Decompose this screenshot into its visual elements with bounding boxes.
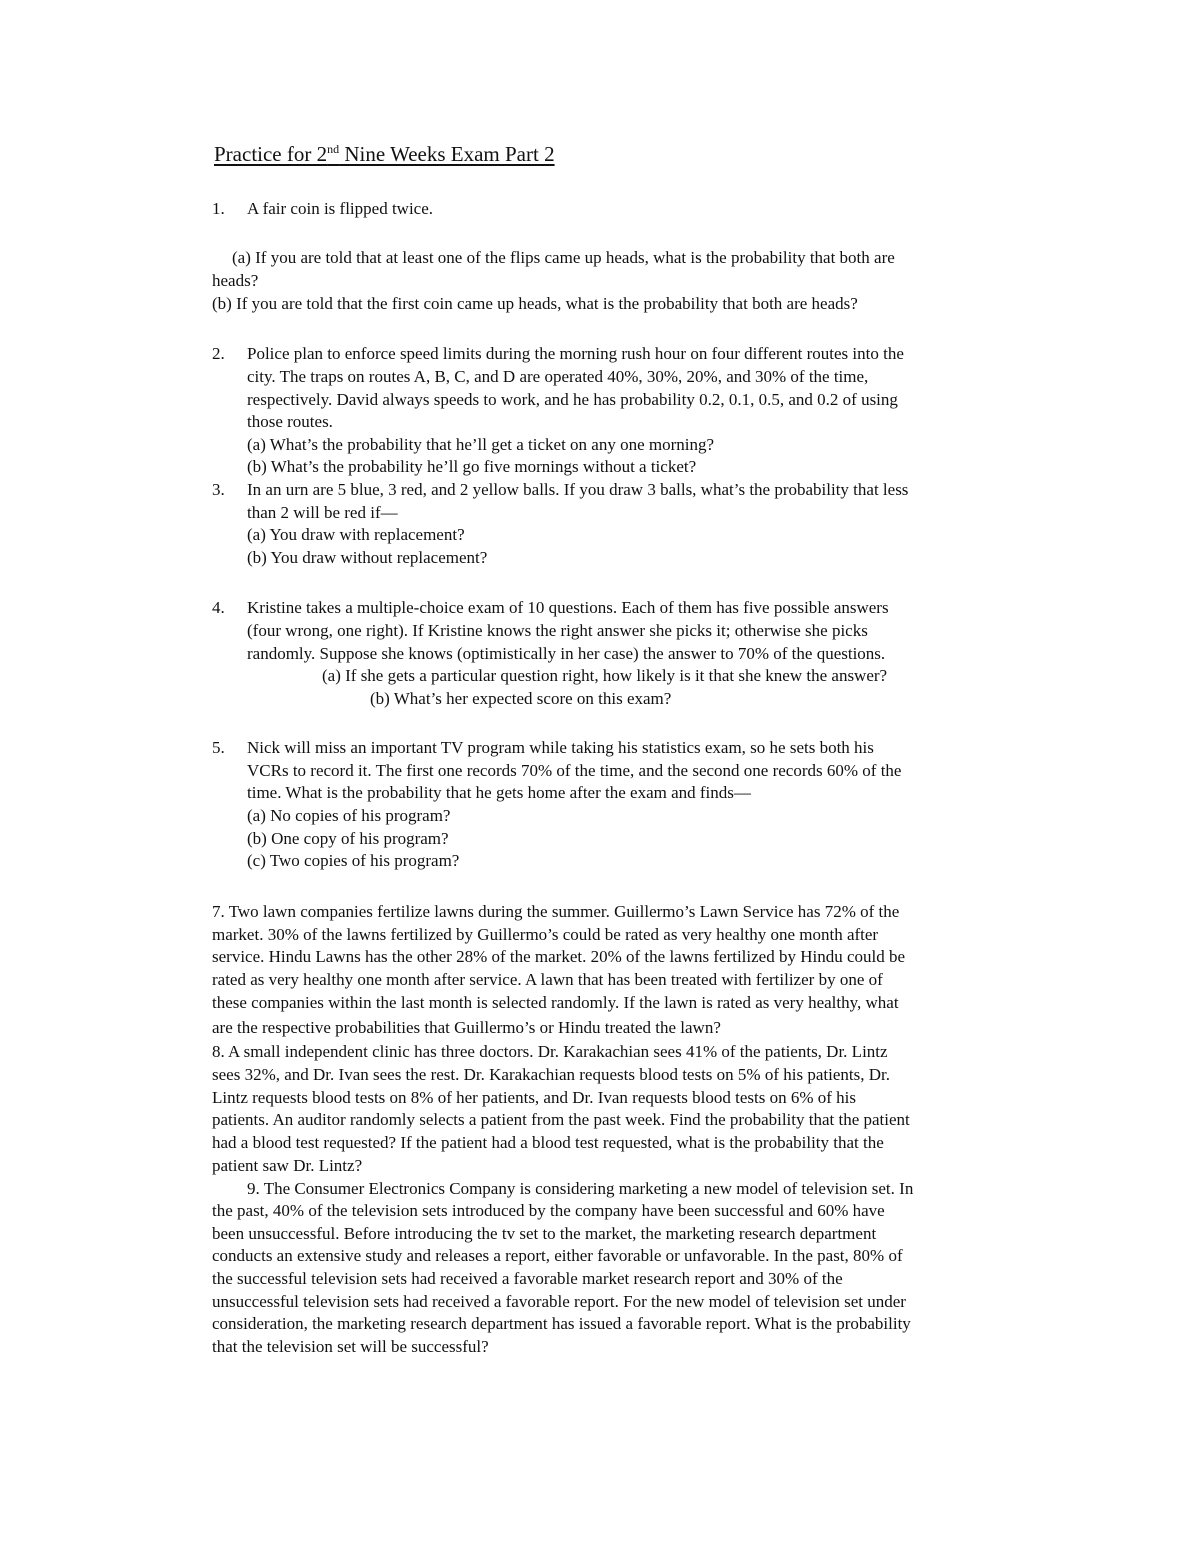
q7-line: service. Hindu Lawns has the other 28% of the market. 20% of the lawns fertilized by Hindu could be (212, 947, 906, 966)
q4-number: 4. (212, 598, 225, 617)
title-text-suffix: Nine Weeks Exam Part 2 (339, 142, 555, 166)
q8-line: patients. An auditor randomly selects a patient from the past week. Find the probability that the patient (212, 1110, 910, 1129)
q7-line: are the respective probabilities that Guillermo’s or Hindu treated the lawn? (212, 1018, 721, 1037)
page-title (214, 143, 555, 165)
q3-number: 3. (212, 480, 225, 499)
q3-part-b: (b) You draw without replacement? (247, 548, 488, 567)
q1-part-a-cont: heads? (212, 271, 259, 290)
q9-line: the past, 40% of the television sets introduced by the company have been successful and 60% have (212, 1201, 885, 1220)
q8-line: sees 32%, and Dr. Ivan sees the rest. Dr. Karakachian requests blood tests on 5% of his patients, Dr. (212, 1065, 890, 1084)
q4-line: (four wrong, one right). If Kristine knows the right answer she picks it; otherwise she picks (247, 621, 868, 640)
q3-line: than 2 will be red if— (247, 503, 398, 522)
q7-line: 7. Two lawn companies fertilize lawns during the summer. Guillermo’s Lawn Service has 72% of the (212, 902, 900, 921)
q9-line: consideration, the marketing research department has issued a favorable report. What is the probability (212, 1314, 911, 1333)
q5-line: VCRs to record it. The first one records 70% of the time, and the second one records 60% of the (247, 761, 902, 780)
q9-line: been unsuccessful. Before introducing the tv set to the market, the marketing research department (212, 1224, 877, 1243)
q8-line: patient saw Dr. Lintz? (212, 1156, 363, 1175)
q9-line: unsuccessful television sets had received a favorable report. For the new model of television set under (212, 1292, 906, 1311)
q9-line: 9. The Consumer Electronics Company is considering marketing a new model of television set. In (247, 1179, 914, 1198)
q9-line: conducts an extensive study and releases a report, either favorable or unfavorable. In the past, 80% of (212, 1246, 903, 1265)
q1-part-a: (a) If you are told that at least one of the flips came up heads, what is the probability that both are (232, 248, 895, 267)
q4-line: randomly. Suppose she knows (optimistically in her case) the answer to 70% of the questions. (247, 644, 886, 663)
q2-line: Police plan to enforce speed limits during the morning rush hour on four different routes into the (247, 344, 904, 363)
q8-line: had a blood test requested? If the patient had a blood test requested, what is the probability that the (212, 1133, 884, 1152)
title-text: Practice for 2 (214, 142, 328, 166)
q1-number: 1. (212, 199, 225, 218)
q2-line: respectively. David always speeds to work, and he has probability 0.2, 0.1, 0.5, and 0.2 of using (247, 390, 898, 409)
q2-line: city. The traps on routes A, B, C, and D are operated 40%, 30%, 20%, and 30% of the time, (247, 367, 869, 386)
title-superscript: nd (327, 142, 340, 156)
q2-part-b: (b) What’s the probability he’ll go five mornings without a ticket? (247, 457, 697, 476)
q3-part-a: (a) You draw with replacement? (247, 525, 465, 544)
q8-line: 8. A small independent clinic has three doctors. Dr. Karakachian sees 41% of the patients, Dr. Lintz (212, 1042, 888, 1061)
q5-line: Nick will miss an important TV program while taking his statistics exam, so he sets both his (247, 738, 874, 757)
q4-part-b: (b) What’s her expected score on this exam? (370, 689, 672, 708)
q7-line: market. 30% of the lawns fertilized by Guillermo’s could be rated as very healthy one month after (212, 925, 879, 944)
q5-number: 5. (212, 738, 225, 757)
q7-line: these companies within the last month is selected randomly. If the lawn is rated as very healthy, what (212, 993, 899, 1012)
q2-line: those routes. (247, 412, 333, 431)
q1-part-b: (b) If you are told that the first coin came up heads, what is the probability that both are heads? (212, 294, 858, 313)
q2-number: 2. (212, 344, 225, 363)
q5-part-c: (c) Two copies of his program? (247, 851, 460, 870)
q4-part-a: (a) If she gets a particular question right, how likely is it that she knew the answer? (322, 666, 888, 685)
q5-part-a: (a) No copies of his program? (247, 806, 451, 825)
q1-stem: A fair coin is flipped twice. (247, 199, 434, 218)
q7-line: rated as very healthy one month after service. A lawn that has been treated with fertilizer by one of (212, 970, 883, 989)
q8-line: Lintz requests blood tests on 8% of her patients, and Dr. Ivan requests blood tests on 6% of his (212, 1088, 856, 1107)
q9-line: that the television set will be successful? (212, 1337, 489, 1356)
q5-line: time. What is the probability that he gets home after the exam and finds— (247, 783, 751, 802)
q2-part-a: (a) What’s the probability that he’ll get a ticket on any one morning? (247, 435, 715, 454)
q3-line: In an urn are 5 blue, 3 red, and 2 yellow balls. If you draw 3 balls, what’s the probability that less (247, 480, 909, 499)
q4-line: Kristine takes a multiple-choice exam of 10 questions. Each of them has five possible answers (247, 598, 889, 617)
q5-part-b: (b) One copy of his program? (247, 829, 449, 848)
q9-line: the successful television sets had received a favorable market research report and 30% of the (212, 1269, 843, 1288)
